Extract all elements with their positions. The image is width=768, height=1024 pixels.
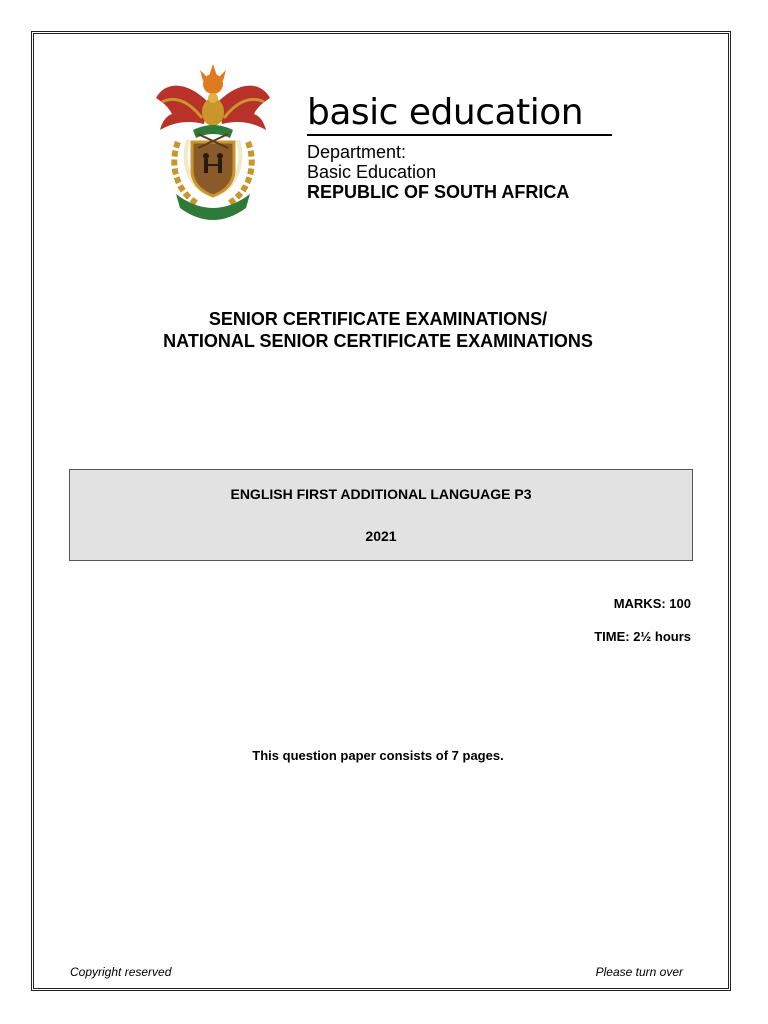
pages-note: This question paper consists of 7 pages. [252,748,504,763]
time-label: TIME: 2½ hours [594,629,691,644]
footer-turn-over: Please turn over [595,965,683,979]
exam-heading-line1: SENIOR CERTIFICATE EXAMINATIONS/ [208,309,548,329]
crest-shield [192,142,234,196]
logo-divider [307,134,612,136]
subject-year: 2021 [365,528,397,544]
subject-title: ENGLISH FIRST ADDITIONAL LANGUAGE P3 [230,486,532,502]
logo-basic-education: Basic Education [307,162,437,182]
marks-label: MARKS: 100 [613,596,691,611]
crest-sun [200,64,226,94]
crest-left-wing [156,86,208,130]
footer-copyright: Copyright reserved [70,965,172,979]
logo-title: basic education [307,92,584,133]
logo-department: Department: [307,142,407,162]
logo-country: REPUBLIC OF SOUTH AFRICA [307,182,570,202]
crest-right-wing [218,86,270,130]
coat-of-arms-icon [148,62,278,220]
subject-box [69,469,693,561]
exam-heading-line2: NATIONAL SENIOR CERTIFICATE EXAMINATIONS [163,331,593,351]
